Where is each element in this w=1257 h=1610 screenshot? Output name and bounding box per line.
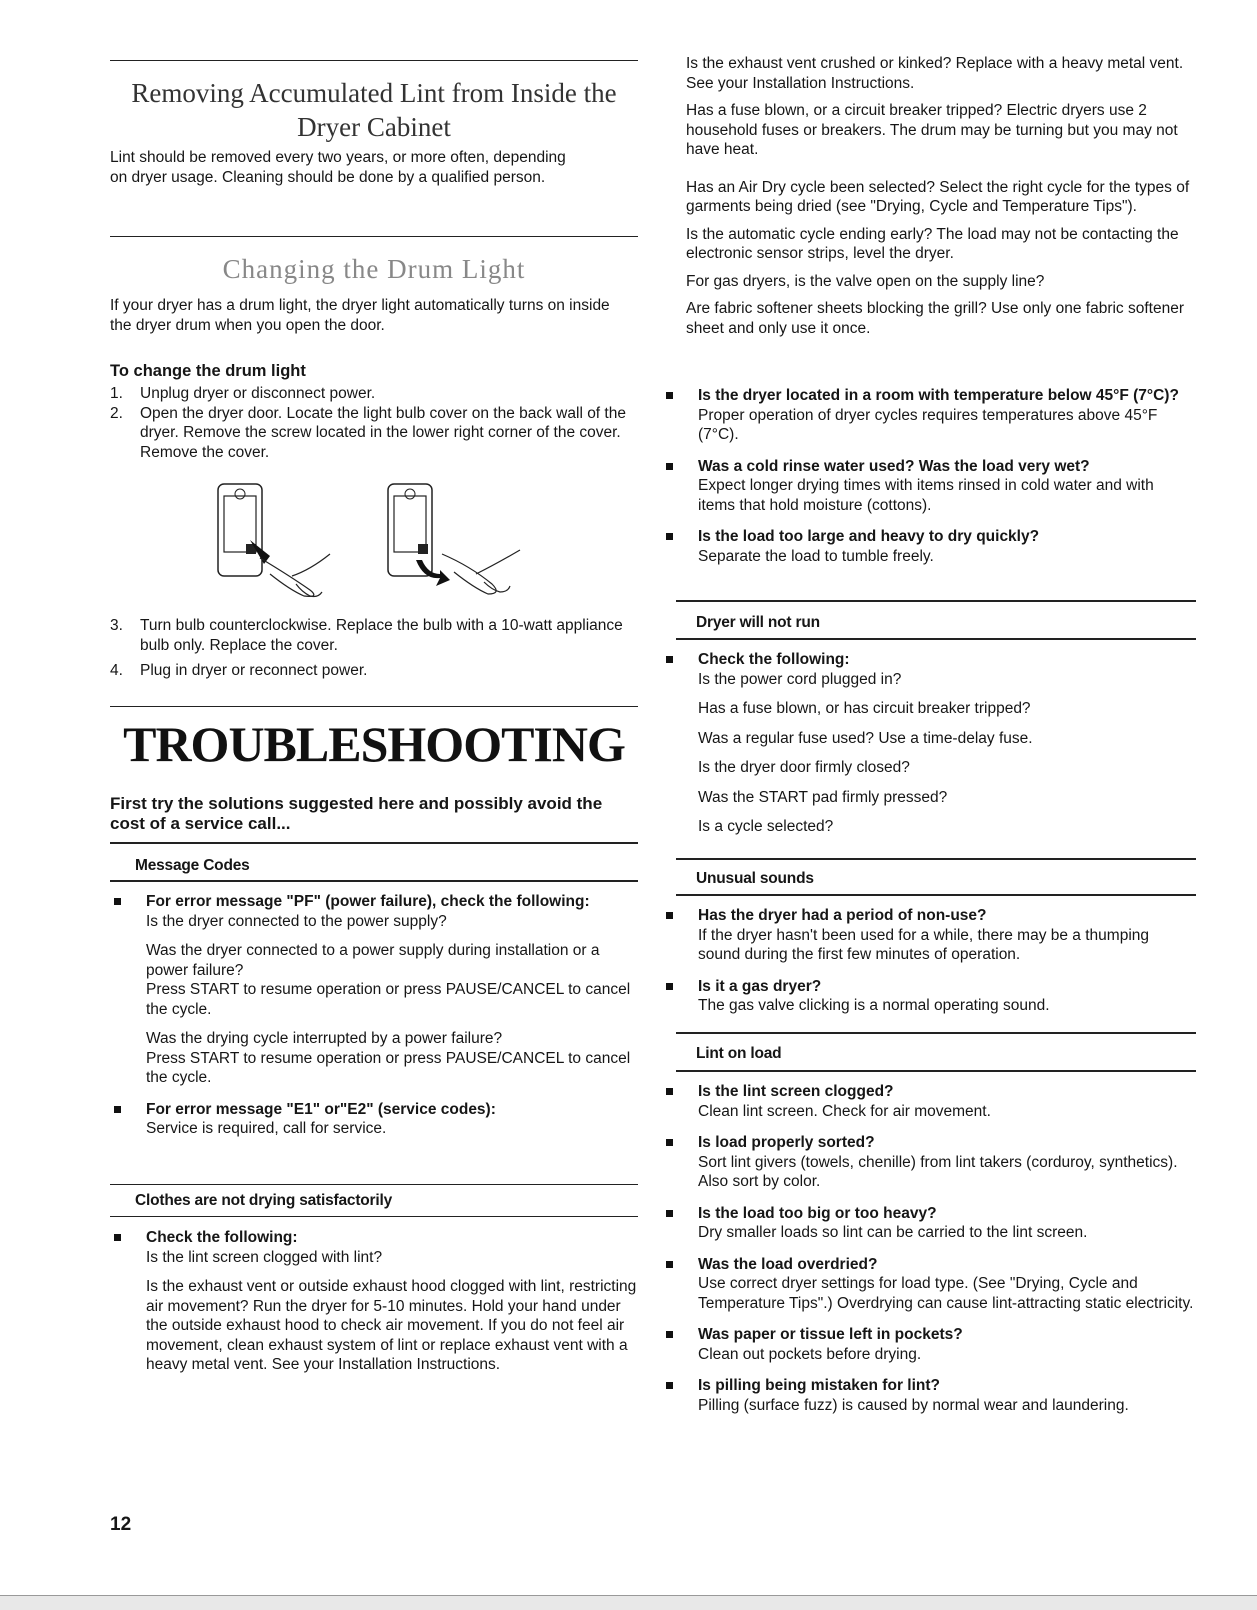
divider [110,706,638,707]
list-item: Check the following: Is the lint screen clogged with lint? Is the exhaust vent or outside exhaust hood clogged with lint, restricting air movement? Run the dryer for 5-10 minutes. Hold your hand under the outside exhaust hood to check air movement. If you do not feel air movement, clean exhaust system of lint or replace exhaust vent with a heavy metal vent. See your Installation Instructions. [110,1228,638,1375]
additional-checks-list [662,386,1192,566]
bulb-replacement-illustration [380,480,550,600]
step-item: 3. Turn bulb counterclockwise. Replace the bulb with a 10-watt appliance bulb only. Replace the cover. [110,617,623,654]
bullet-icon [666,1210,673,1217]
list-item: Is it a gas dryer? The gas valve clicking is a normal operating sound. [662,977,1192,1016]
lint-on-load-heading: Lint on load [696,1045,782,1062]
message-codes-list [110,892,638,1139]
list-item: Is the lint screen clogged? Clean lint screen. Check for air movement. [662,1082,1196,1121]
drum-light-paragraph: If your dryer has a drum light, the dryer light automatically turns on inside the dryer drum when you open the door. [110,297,610,334]
clothes-not-drying-list [110,1228,638,1375]
bullet-icon [666,1088,673,1095]
list-item: Was the load overdried? Use correct dryer settings for load type. (See "Drying, Cycle and Temperature Tips".) Overdrying can cause lint-attracting static electricity. [662,1255,1196,1314]
bullet-icon [114,898,121,905]
bullet-icon [114,1234,121,1241]
page-number: 12 [110,1514,132,1535]
heading-removing-lint: Removing Accumulated Lint from Inside the Dryer Cabinet [131,78,617,142]
troubleshooting-title: TROUBLESHOOTING [123,716,625,772]
divider [110,1216,638,1217]
lint-removal-paragraph: Lint should be removed every two years, or more often, depending on dryer usage. Cleaning should be done by a qualified person. [110,149,566,186]
unusual-sounds-list [662,906,1192,1016]
bullet-icon [114,1106,121,1113]
list-item: Is the load too large and heavy to dry quickly? Separate the load to tumble freely. [662,527,1192,566]
divider [676,858,1196,860]
list-item: Was paper or tissue left in pockets? Clean out pockets before drying. [662,1325,1196,1364]
unusual-sounds-heading: Unusual sounds [696,870,814,887]
divider [110,236,638,237]
heading-changing-drum-light: Changing the Drum Light [222,254,526,284]
bullet-icon [666,656,673,663]
divider [676,1032,1196,1034]
list-item: Check the following: Is the power cord plugged in? Has a fuse blown, or has circuit breaker tripped? Was a regular fuse used? Use a time-delay fuse. Is the dryer door firmly closed? Was the START pad firmly pressed? Is a cycle selected? [662,650,1192,837]
bullet-icon [666,983,673,990]
message-codes-heading: Message Codes [135,857,250,874]
bullet-icon [666,912,673,919]
step-item: 1. Unplug dryer or disconnect power. [110,385,376,402]
bullet-icon [666,463,673,470]
list-item: Is pilling being mistaken for lint? Pilling (surface fuzz) is caused by normal wear and laundering. [662,1376,1196,1415]
list-item: Is load properly sorted? Sort lint givers (towels, chenille) from lint takers (corduroy, synthetics). Also sort by color. [662,1133,1196,1192]
divider [676,1070,1196,1072]
list-item: Has the dryer had a period of non-use? If the dryer hasn't been used for a while, there may be a thumping sound during the first few minutes of operation. [662,906,1192,965]
bullet-icon [666,1261,673,1268]
divider [110,880,638,882]
change-drum-light-title: To change the drum light [110,362,306,380]
list-item: For error message "E1" or"E2" (service codes): Service is required, call for service. [110,1100,638,1139]
list-item: Is the dryer located in a room with temperature below 45°F (7°C)? Proper operation of dryer cycles requires temperatures above 45°F (7°C). [662,386,1192,445]
list-item: Was a cold rinse water used? Was the load very wet? Expect longer drying times with items rinsed in cold water and with items that hold moisture (cottons). [662,457,1192,516]
clothes-not-drying-heading: Clothes are not drying satisfactorily [135,1192,393,1209]
not-drying-continued: Is the exhaust vent crushed or kinked? Replace with a heavy metal vent. See your Installation Instructions. Has a fuse blown, or a circuit breaker tripped? Electric dryers use 2 household fuses or breakers. The drum may be turning but you may not have heat. Has an Air Dry cycle been selected? Select the right cycle for the types of garments being dried (see "Drying, Cycle and Temperature Tips"). Is the automatic cycle ending early? The load may not be contacting the electronic sensor strips, level the dryer. For gas dryers, is the valve open on the supply line? Are fabric softener sheets blocking the grill? Use only one fabric softener sheet and only use it once. [686,55,1190,337]
troubleshooting-intro: First try the solutions suggested here and possibly avoid the cost of a service call... [110,794,603,833]
step-item: 2. Open the dryer door. Locate the light bulb cover on the back wall of the dryer. Remove the screw located in the lower right corner of the cover. Remove the cover. [110,404,626,461]
divider [676,894,1196,896]
dryer-will-not-run-list [662,650,1192,837]
scan-edge-band [0,1595,1257,1610]
bulb-cover-removal-illustration [200,480,360,600]
bullet-icon [666,1139,673,1146]
divider [110,60,638,61]
bullet-icon [666,392,673,399]
dryer-will-not-run-heading: Dryer will not run [696,614,820,631]
bullet-icon [666,533,673,540]
bullet-icon [666,1331,673,1338]
bullet-icon [666,1382,673,1389]
lint-on-load-list [662,1082,1196,1415]
list-item: For error message "PF" (power failure), check the following: Is the dryer connected to the power supply? Was the dryer connected to a power supply during installation or a power failure? Press START to resume operation or press PAUSE/CANCEL to cancel the cycle. Was the drying cycle interrupted by a power failure? Press START to resume operation or press PAUSE/CANCEL to cancel the cycle. [110,892,638,1088]
list-item: Is the load too big or too heavy? Dry smaller loads so lint can be carried to the lint screen. [662,1204,1196,1243]
drum-light-steps-continued [110,616,638,681]
divider [110,1184,638,1185]
divider [110,842,638,844]
step-item: 4. Plug in dryer or reconnect power. [110,662,368,679]
divider [676,600,1196,602]
divider [676,638,1196,640]
drum-light-steps [110,384,638,462]
